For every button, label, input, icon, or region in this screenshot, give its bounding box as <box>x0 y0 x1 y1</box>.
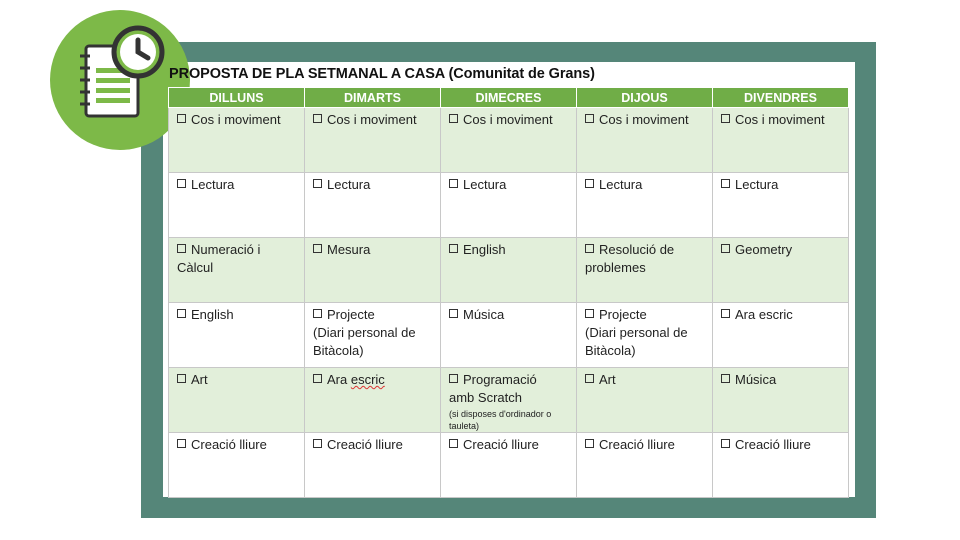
plan-cell[interactable]: Cos i moviment <box>713 108 849 173</box>
checkbox-icon[interactable] <box>313 179 322 188</box>
checkbox-icon[interactable] <box>449 439 458 448</box>
header-row <box>169 88 849 108</box>
checkbox-icon[interactable] <box>177 309 186 318</box>
plan-cell[interactable]: Creació lliure <box>713 433 849 498</box>
checkbox-icon[interactable] <box>313 244 322 253</box>
checkbox-icon[interactable] <box>585 179 594 188</box>
plan-cell[interactable]: Música <box>441 303 577 368</box>
table-row <box>169 368 849 433</box>
plan-cell[interactable]: Creació lliure <box>169 433 305 498</box>
checkbox-icon[interactable] <box>585 244 594 253</box>
checkbox-icon[interactable] <box>449 374 458 383</box>
checkbox-icon[interactable] <box>177 244 186 253</box>
plan-cell[interactable]: English <box>169 303 305 368</box>
checkbox-icon[interactable] <box>721 374 730 383</box>
table-row <box>169 108 849 173</box>
checkbox-icon[interactable] <box>721 179 730 188</box>
plan-cell[interactable]: Cos i moviment <box>169 108 305 173</box>
plan-cell[interactable]: Art <box>169 368 305 433</box>
plan-cell[interactable]: English <box>441 238 577 303</box>
plan-cell[interactable]: Creació lliure <box>441 433 577 498</box>
checkbox-icon[interactable] <box>313 439 322 448</box>
day-header-tuesday: DIMARTS <box>305 88 441 108</box>
day-header-friday: DIVENDRES <box>713 88 849 108</box>
checkbox-icon[interactable] <box>313 114 322 123</box>
plan-cell[interactable]: Programació amb Scratch (si disposes d'ordinador o tauleta) <box>441 368 577 433</box>
checkbox-icon[interactable] <box>721 114 730 123</box>
checkbox-icon[interactable] <box>721 244 730 253</box>
table-row <box>169 303 849 368</box>
plan-cell[interactable]: Lectura <box>577 173 713 238</box>
plan-cell[interactable]: Música <box>713 368 849 433</box>
plan-cell[interactable]: Lectura <box>169 173 305 238</box>
plan-cell[interactable]: Geometry <box>713 238 849 303</box>
plan-cell[interactable]: Lectura <box>441 173 577 238</box>
plan-cell[interactable]: Art <box>577 368 713 433</box>
plan-cell[interactable]: Mesura <box>305 238 441 303</box>
plan-cell[interactable]: Cos i moviment <box>305 108 441 173</box>
checkbox-icon[interactable] <box>313 309 322 318</box>
checkbox-icon[interactable] <box>177 439 186 448</box>
plan-cell[interactable]: Ara escric <box>713 303 849 368</box>
cell-note: (si disposes d'ordinador o tauleta) <box>449 409 552 431</box>
plan-cell[interactable]: Resolució de problemes <box>577 238 713 303</box>
spellcheck-word: escric <box>350 372 385 387</box>
checkbox-icon[interactable] <box>585 309 594 318</box>
checkbox-icon[interactable] <box>449 244 458 253</box>
checkbox-icon[interactable] <box>449 114 458 123</box>
checkbox-icon[interactable] <box>721 439 730 448</box>
checkbox-icon[interactable] <box>177 374 186 383</box>
plan-cell[interactable]: Creació lliure <box>305 433 441 498</box>
checkbox-icon[interactable] <box>177 114 186 123</box>
checkbox-icon[interactable] <box>449 309 458 318</box>
weekly-plan-table <box>168 87 849 498</box>
table-row <box>169 173 849 238</box>
table-row <box>169 433 849 498</box>
plan-cell[interactable]: Numeració i Càlcul <box>169 238 305 303</box>
plan-cell[interactable]: Lectura <box>713 173 849 238</box>
day-header-monday: DILLUNS <box>169 88 305 108</box>
plan-cell[interactable]: Creació lliure <box>577 433 713 498</box>
plan-cell[interactable]: Cos i moviment <box>441 108 577 173</box>
checkbox-icon[interactable] <box>585 374 594 383</box>
day-header-thursday: DIJOUS <box>577 88 713 108</box>
plan-cell[interactable]: Cos i moviment <box>577 108 713 173</box>
checkbox-icon[interactable] <box>585 439 594 448</box>
checkbox-icon[interactable] <box>177 179 186 188</box>
plan-cell[interactable]: Projecte (Diari personal de Bitàcola) <box>577 303 713 368</box>
plan-cell[interactable]: Projecte (Diari personal de Bitàcola) <box>305 303 441 368</box>
page-title: PROPOSTA DE PLA SETMANAL A CASA (Comunitat de Grans) <box>169 66 595 82</box>
checkbox-icon[interactable] <box>585 114 594 123</box>
day-header-wednesday: DIMECRES <box>441 88 577 108</box>
checkbox-icon[interactable] <box>313 374 322 383</box>
plan-cell[interactable]: Ara escric <box>305 368 441 433</box>
checkbox-icon[interactable] <box>721 309 730 318</box>
checkbox-icon[interactable] <box>449 179 458 188</box>
plan-cell[interactable]: Lectura <box>305 173 441 238</box>
table-row <box>169 238 849 303</box>
